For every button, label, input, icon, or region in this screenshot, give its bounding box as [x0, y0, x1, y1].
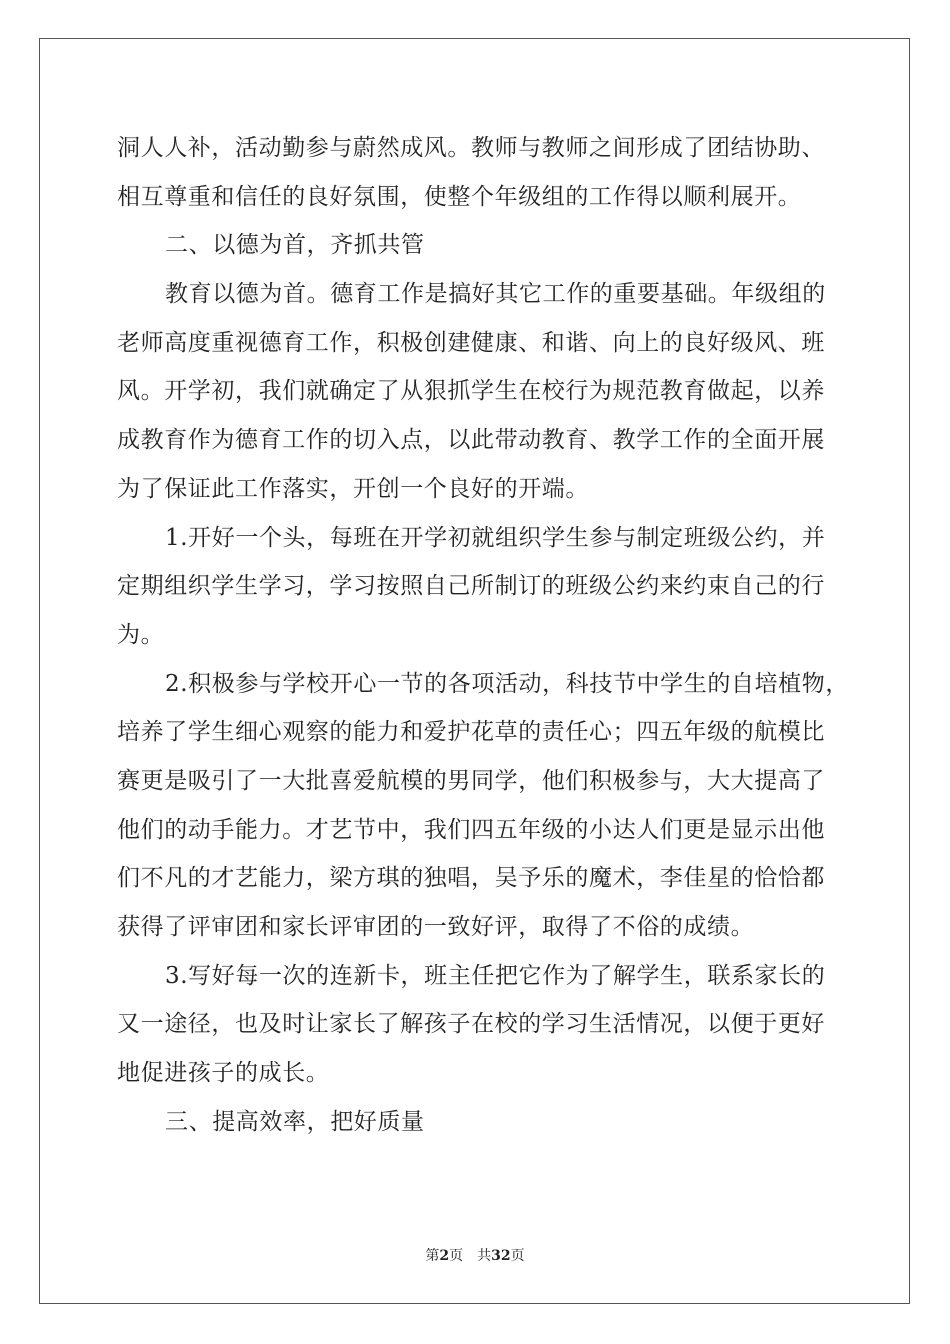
list-item-line: 1.开好一个头，每班在开学初就组织学生参与制定班级公约，并 [165, 524, 826, 551]
text-line: 们不凡的才艺能力，梁方琪的独唱，吴予乐的魔术，李佳星的恰恰都 [117, 865, 825, 892]
section-heading: 三、提高效率，把好质量 [165, 1108, 425, 1135]
text-line: 为了保证此工作落实，开创一个良好的开端。 [117, 475, 589, 502]
text-line: 培养了学生细心观察的能力和爱护花草的责任心；四五年级的航模比 [117, 719, 825, 746]
total-page-count: 32 [491, 1248, 511, 1264]
list-item-line: 2.积极参与学校开心一节的各项活动，科技节中学生的自培植物， [165, 670, 849, 697]
text-line: 获得了评审团和家长评审团的一致好评，取得了不俗的成绩。 [117, 914, 755, 940]
text-line: 老师高度重视德育工作，积极创建健康、和谐、向上的良好级风、班 [117, 329, 825, 356]
text-line: 赛更是吸引了一大批喜爱航模的男同学，他们积极参与，大大提高了 [117, 767, 825, 794]
footer-suffix: 页 [510, 1248, 525, 1264]
list-item-line: 3.写好每一次的连新卡，班主任把它作为了解学生，联系家长的 [165, 962, 826, 989]
current-page-number: 2 [439, 1248, 450, 1264]
text-line: 风。开学初，我们就确定了从狠抓学生在校行为规范教育做起，以养 [117, 378, 825, 405]
section-heading: 二、以德为首，齐抓共管 [165, 232, 425, 259]
text-line: 教育以德为首。德育工作是搞好其它工作的重要基础。年级组的 [165, 281, 826, 308]
text-line: 洞人人补，活动勤参与蔚然成风。教师与教师之间形成了团结协助、 [117, 135, 825, 161]
text-line: 又一途径，也及时让家长了解孩子在校的学习生活情况，以便于更好 [117, 1011, 825, 1038]
footer-middle: 页 共 [449, 1248, 492, 1264]
page-footer [0, 1247, 950, 1265]
text-line: 成教育作为德育工作的切入点，以此带动教育、教学工作的全面开展 [117, 427, 825, 454]
text-line: 他们的动手能力。才艺节中，我们四五年级的小达人们更是显示出他 [117, 816, 825, 843]
text-line: 地促进孩子的成长。 [117, 1060, 330, 1087]
document-body [117, 124, 849, 1146]
text-line: 相互尊重和信任的良好氛围，使整个年级组的工作得以顺利展开。 [117, 183, 802, 210]
footer-prefix: 第 [425, 1248, 440, 1264]
text-line: 为。 [117, 621, 165, 648]
text-line: 定期组织学生学习，学习按照自己所制订的班级公约来约束自己的行 [117, 573, 825, 600]
